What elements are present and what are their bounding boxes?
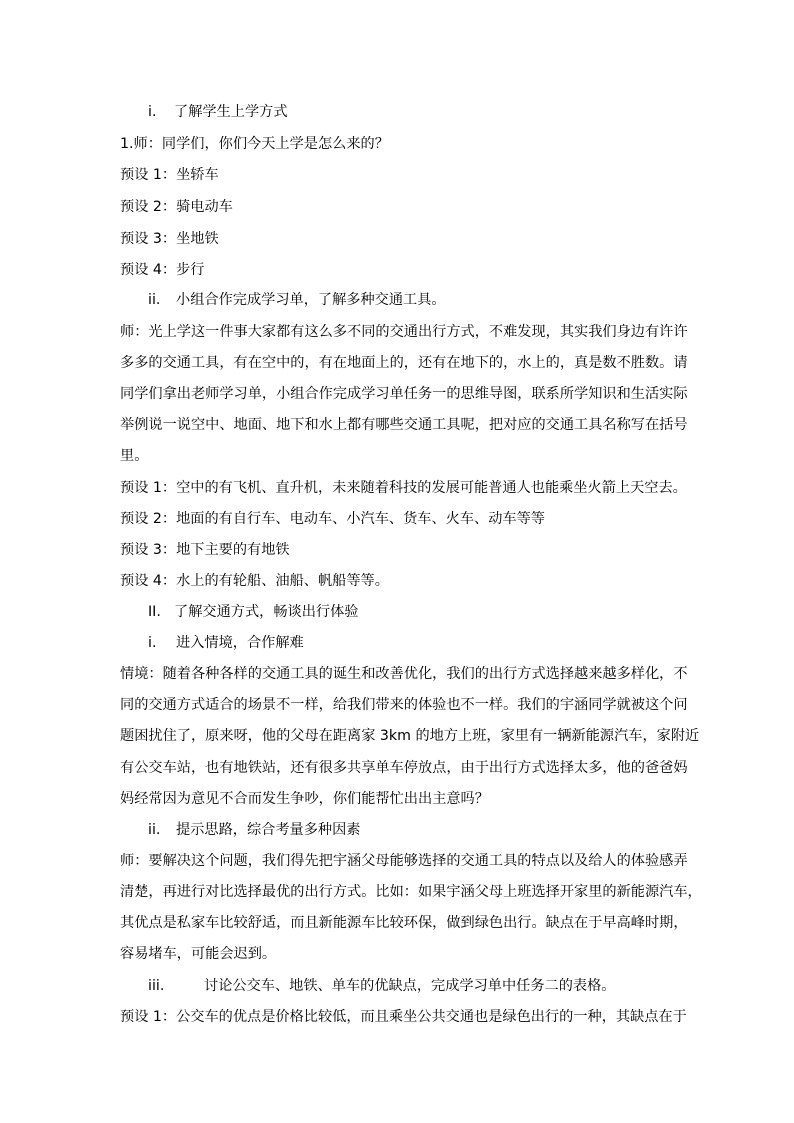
paragraph-line: 预设 3：坐地铁 [120, 231, 219, 247]
paragraph-line: 妈经常因为意见不合而发生争吵，你们能帮忙出出主意吗？ [120, 791, 489, 807]
section-heading-traffic [148, 603, 358, 621]
subheading-hints [148, 821, 360, 839]
paragraph-line: 1.师：同学们，你们今天上学是怎么来的？ [120, 136, 389, 152]
subheading-scenario [148, 634, 304, 652]
subheading-discuss [148, 977, 615, 995]
list-marker: II. [148, 604, 161, 620]
paragraph-line: 多多的交通工具，有在空中的，有在地面上的，还有在地下的，水上的，真是数不胜数。请 [120, 355, 688, 371]
subheading-group-work [148, 291, 446, 309]
paragraph-line: 同的交通方式适合的场景不一样，给我们带来的体验也不一样。我们的宇涵同学就被这个问 [120, 697, 688, 713]
subheading-text: 进入情境，合作解难 [176, 635, 304, 651]
paragraph-line: 容易堵车，可能会迟到。 [120, 946, 277, 962]
paragraph-line: 预设 2：地面的有自行车、电动车、小汽车、货车、火车、动车等等 [120, 511, 545, 527]
paragraph-line: 预设 1：公交车的优点是价格比较低，而且乘坐公共交通也是绿色出行的一种，其缺点在于 [120, 1009, 687, 1025]
section-heading-text: 了解交通方式，畅谈出行体验 [174, 604, 359, 620]
list-marker: ii. [148, 292, 161, 308]
paragraph-line: 预设 4：水上的有轮船、油船、帆船等等。 [120, 573, 389, 589]
paragraph-line: 举例说一说空中、地面、地下和水上都有哪些交通工具呢，把对应的交通工具名称写在括号 [120, 417, 688, 433]
paragraph-line: 预设 4：步行 [120, 262, 205, 278]
paragraph-line: 情境：随着各种各样的交通工具的诞生和改善优化，我们的出行方式选择越来越多样化，不 [120, 666, 688, 682]
paragraph-line: 有公交车站，也有地铁站，还有很多共享单车停放点，由于出行方式选择太多，他的爸爸妈 [120, 760, 688, 776]
paragraph-line: 里。 [120, 448, 149, 464]
subheading-text: 提示思路，综合考量多种因素 [176, 822, 361, 838]
list-marker: iii. [148, 978, 165, 994]
subheading-text: 了解学生上学方式 [174, 104, 288, 120]
paragraph-line: 预设 2：骑电动车 [120, 199, 233, 215]
paragraph-line: 题困扰住了，原来呀，他的父母在距离家 3km 的地方上班，家里有一辆新能源汽车，家附近 [120, 728, 700, 744]
list-marker: i. [148, 635, 157, 651]
paragraph-line: 预设 1：空中的有飞机、直升机，未来随着科技的发展可能普通人也能乘坐火箭上天空去。 [120, 480, 687, 496]
list-marker: ii. [148, 822, 161, 838]
paragraph-line: 预设 3：地下主要的有地铁 [120, 542, 290, 558]
list-marker: i. [148, 104, 157, 120]
subheading-text: 小组合作完成学习单，了解多种交通工具。 [176, 292, 446, 308]
paragraph-line: 预设 1：坐轿车 [120, 167, 219, 183]
paragraph-line: 师：要解决这个问题，我们得先把宇涵父母能够选择的交通工具的特点以及给人的体验感弄 [120, 853, 688, 869]
subheading-text: 讨论公交车、地铁、单车的优缺点，完成学习单中任务二的表格。 [204, 978, 616, 994]
paragraph-line: 师：光上学这一件事大家都有这么多不同的交通出行方式，不难发现，其实我们身边有许许 [120, 324, 688, 340]
paragraph-line: 其优点是私家车比较舒适，而且新能源车比较环保，做到绿色出行。缺点在于早高峰时期， [120, 915, 688, 931]
paragraph-line: 同学们拿出老师学习单，小组合作完成学习单任务一的思维导图，联系所学知识和生活实际 [120, 386, 688, 402]
paragraph-line: 清楚，再进行对比选择最优的出行方式。比如：如果宇涵父母上班选择开家里的新能源汽车， [120, 884, 702, 900]
subheading-learn-commute [148, 103, 288, 121]
